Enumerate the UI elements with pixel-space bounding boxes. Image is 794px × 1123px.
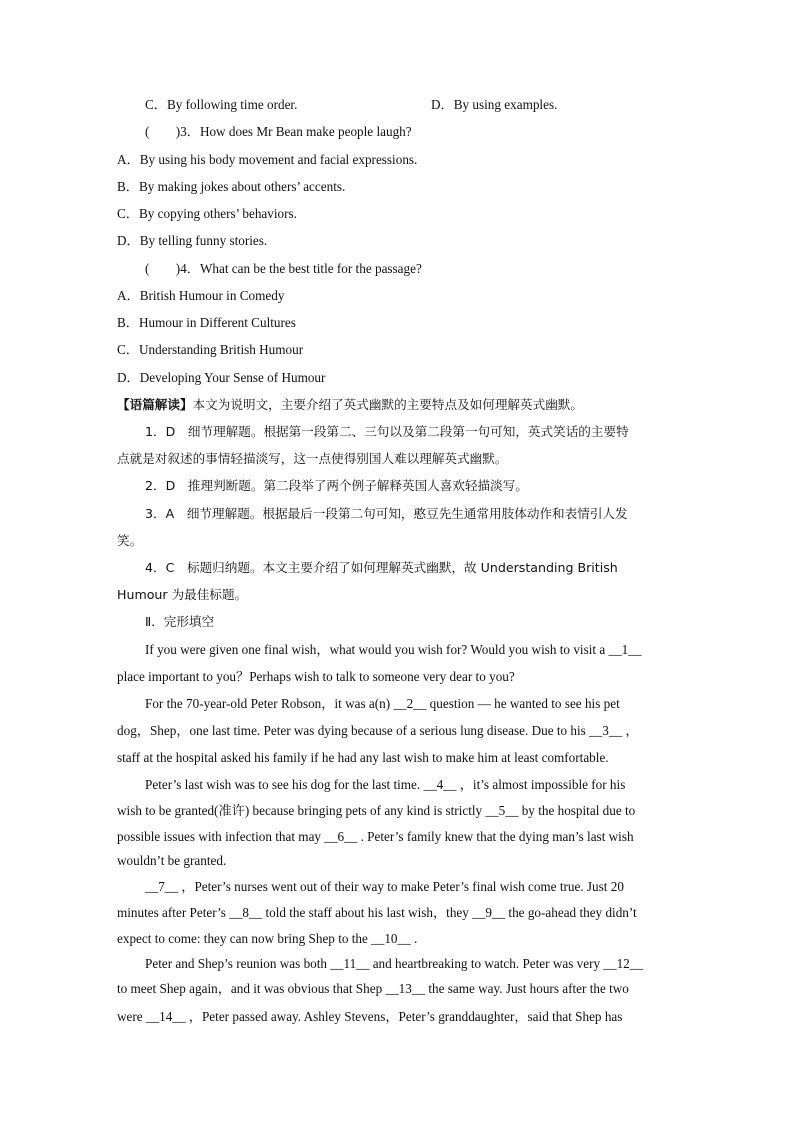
- answer-1-line-2: 点就是对叙述的事情轻描淡写，这一点使得别国人难以理解英式幽默。: [117, 451, 508, 466]
- answer-3-line-2: 笑。: [117, 533, 143, 548]
- answer-4-line-2: Humour 为最佳标题。: [117, 587, 248, 602]
- section-2-title: Ⅱ．完形填空: [145, 614, 215, 629]
- q3-option-b: B．By making jokes about others’ accents.: [117, 179, 346, 194]
- q4-option-d: D．Developing Your Sense of Humour: [117, 370, 326, 385]
- cloze-p4-line-2: minutes after Peter’s __8__ told the staff about his last wish，they __9__ the go-ahead they didn’t: [117, 905, 637, 920]
- cloze-p2-line-3: staff at the hospital asked his family if he had any last wish to make him at least comfortable.: [117, 750, 609, 765]
- q3-option-a: A．By using his body movement and facial expressions.: [117, 152, 418, 167]
- q3-option-c: C．By copying others’ behaviors.: [117, 206, 297, 221]
- cloze-p2-line-2: dog，Shep，one last time. Peter was dying because of a serious lung disease. Due to his __3__ ，: [117, 723, 639, 738]
- q2-option-d: D．By using examples.: [431, 97, 558, 112]
- cloze-p3-line-3: possible issues with infection that may __6__ . Peter’s family knew that the dying man’s last wish: [117, 829, 634, 844]
- cloze-p5-line-2: to meet Shep again，and it was obvious that Shep __13__ the same way. Just hours after the two: [117, 981, 629, 996]
- answer-1-line-1: 1．D 细节理解题。根据第一段第二、三句以及第二段第一句可知，英式笑话的主要特: [145, 424, 629, 439]
- analysis-heading-line: [117, 395, 583, 415]
- cloze-p1-line-1: If you were given one final wish，what would you wish for? Would you wish to visit a __1__: [145, 642, 642, 657]
- analysis-heading: 【语篇解读】: [117, 397, 193, 412]
- cloze-p3-line-2: wish to be granted(准许) because bringing pets of any kind is strictly __5__ by the hospital due to: [117, 803, 636, 818]
- answer-4-line-1: 4．C 标题归纳题。本文主要介绍了如何理解英式幽默，故 Understanding British: [145, 560, 618, 575]
- q4-option-a: A．British Humour in Comedy: [117, 288, 285, 303]
- cloze-p2-line-1: For the 70-year-old Peter Robson，it was a(n) __2__ question — he wanted to see his pet: [145, 696, 620, 711]
- q3-stem: ( )3．How does Mr Bean make people laugh?: [145, 124, 412, 139]
- q4-stem: ( )4．What can be the best title for the passage?: [145, 261, 422, 276]
- cloze-p3-line-4: wouldn’t be granted.: [117, 853, 227, 868]
- answer-3-line-1: 3．A 细节理解题。根据最后一段第二句可知，憨豆先生通常用肢体动作和表情引人发: [145, 506, 628, 521]
- q2-options-row: [145, 95, 558, 115]
- cloze-p4-line-1: __7__ ，Peter’s nurses went out of their way to make Peter’s final wish come true. Just 20: [145, 879, 624, 894]
- cloze-p1-line-2: place important to you？Perhaps wish to talk to someone very dear to you?: [117, 669, 515, 684]
- q2-option-c: C．By following time order.: [145, 97, 298, 112]
- answer-2: 2．D 推理判断题。第二段举了两个例子解释英国人喜欢轻描淡写。: [145, 478, 528, 493]
- cloze-p4-line-3: expect to come: they can now bring Shep to the __10__ .: [117, 931, 418, 946]
- analysis-summary: 本文为说明文，主要介绍了英式幽默的主要特点及如何理解英式幽默。: [192, 397, 583, 412]
- cloze-p5-line-1: Peter and Shep’s reunion was both __11__ and heartbreaking to watch. Peter was very __12__: [145, 956, 643, 971]
- q3-option-d: D．By telling funny stories.: [117, 233, 268, 248]
- cloze-p5-line-3: were __14__ ，Peter passed away. Ashley Stevens，Peter’s granddaughter，said that Shep has: [117, 1009, 623, 1024]
- cloze-p3-line-1: Peter’s last wish was to see his dog for the last time. __4__ ，it’s almost impossible for his: [145, 777, 626, 792]
- q4-option-b: B．Humour in Different Cultures: [117, 315, 296, 330]
- q4-option-c: C．Understanding British Humour: [117, 342, 304, 357]
